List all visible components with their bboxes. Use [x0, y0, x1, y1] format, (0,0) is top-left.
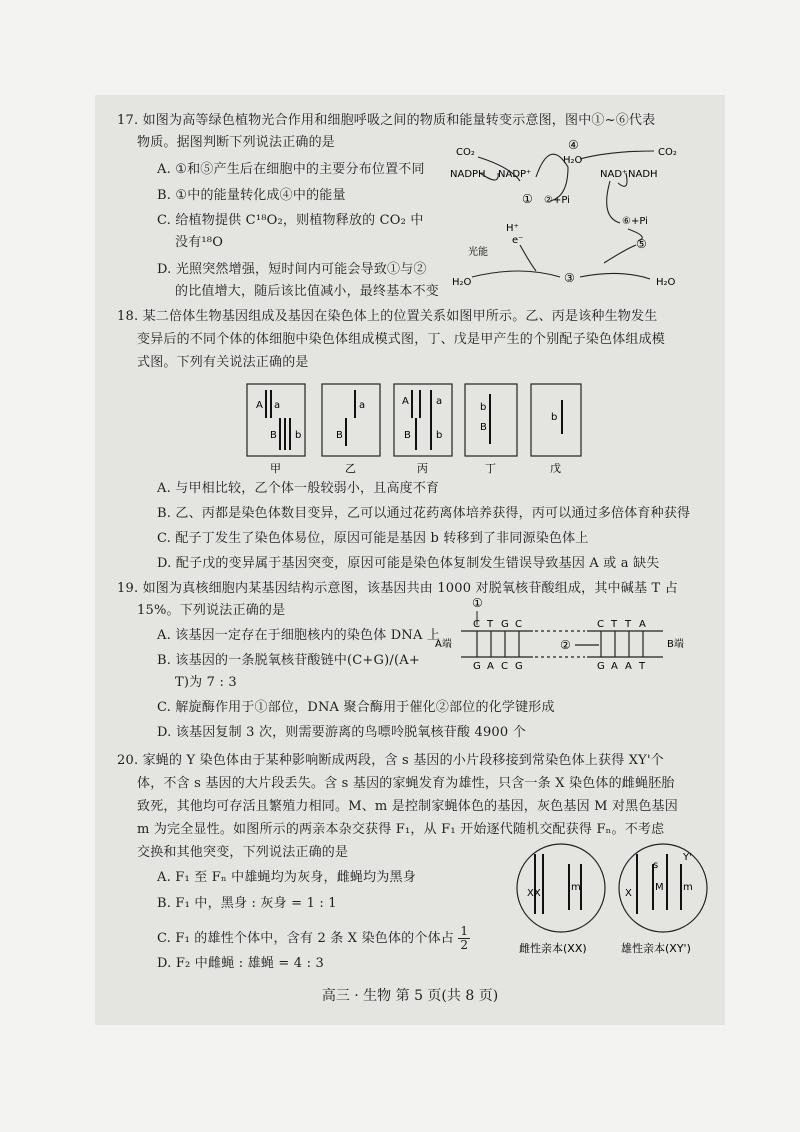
q19-stem-line2: 15%。下列说法正确的是 — [137, 603, 286, 618]
fig20-male-x: X — [625, 888, 632, 899]
exam-page — [95, 95, 725, 1025]
fig20-male-s: s — [653, 860, 659, 871]
q18-stem-line1: 18. 某二倍体生物基因组成及基因在染色体上的位置关系如图甲所示。乙、丙是该种生物发生 — [117, 309, 658, 324]
fig18-gene-b: b — [295, 430, 302, 441]
fig17-nad: NAD⁺ — [600, 169, 628, 180]
fig20-cells — [517, 844, 707, 932]
fig19-base: C — [473, 619, 480, 630]
q20-stem-line3: 致死，其他均可存活且繁殖力相同。M、m 是控制家蝇体色的基因，灰色基因 M 对黑色基因 — [137, 799, 678, 814]
q18-option-d: D. 配子戊的变异属于基因突变，原因可能是染色体复制发生错误导致基因 A 或 a 缺失 — [157, 556, 660, 571]
fig17-co2-right: CO₂ — [658, 147, 677, 158]
fig19-base: C — [501, 661, 508, 672]
fig20-male-M: M — [655, 882, 664, 893]
fig19-base: C — [597, 619, 604, 630]
fig17-co2-left: CO₂ — [456, 147, 475, 158]
fig18-bing-gene-A: A — [402, 396, 409, 407]
fig19-base: A — [625, 661, 632, 672]
fig18-label-ding: 丁 — [485, 462, 496, 475]
fig19-base: T — [639, 661, 646, 672]
fig19-base: T — [625, 619, 632, 630]
fig18-bing-gene-b: b — [436, 430, 443, 441]
q19-option-b1: B. 该基因的一条脱氧核苷酸链中(C+G)/(A+ — [157, 653, 420, 668]
fig17-five: ⑤ — [636, 237, 647, 251]
q20-option-c-text: C. F₁ 的雄性个体中，含有 2 条 X 染色体的个体占 — [157, 931, 454, 946]
fig18-label-wu: 戊 — [550, 462, 561, 475]
fig17-light: 光能 — [468, 247, 488, 258]
q17-option-a: A. ①和⑤产生后在细胞中的主要分布位置不同 — [157, 162, 425, 177]
fig18-gene-B: B — [270, 430, 277, 441]
fig17-h2o-right: H₂O — [656, 277, 676, 288]
fig18-yi-gene-a: a — [359, 400, 366, 411]
fig18-label-yi: 乙 — [345, 462, 356, 475]
fig18-gene-A: A — [256, 400, 263, 411]
fig18-bing-gene-a: a — [436, 396, 443, 407]
fig18-label-bing: 丙 — [417, 462, 428, 475]
q20-option-b: B. F₁ 中，黑身 : 灰身 = 1 : 1 — [157, 896, 337, 911]
q20-stem-line5: 交换和其他突变，下列说法正确的是 — [137, 845, 349, 860]
fig19-base: A — [639, 619, 646, 630]
q20-stem-line4: m 为完全显性。如图所示的两亲本杂交获得 F₁，从 F₁ 开始逐代随机交配获得 Fₙ。不考虑 — [137, 822, 665, 837]
fig20-male-m: m — [683, 882, 693, 893]
fig19-base: A — [611, 661, 618, 672]
fig18-panel-labels — [270, 461, 561, 475]
q19-option-b2: T)为 7 : 3 — [175, 675, 237, 690]
fig19-label-one: ① — [472, 596, 483, 610]
fig17-three: ③ — [564, 271, 575, 285]
fig19-base: A — [487, 661, 494, 672]
fig18-label-jia: 甲 — [270, 462, 281, 475]
fig20-y-prime: Y' — [683, 852, 692, 863]
q20-option-a: A. F₁ 至 Fₙ 中雄蝇均为灰身，雌蝇均为黑身 — [157, 870, 416, 885]
q19-dna-diagram — [435, 595, 690, 685]
q17-option-c1: C. 给植物提供 C¹⁸O₂，则植物释放的 CO₂ 中 — [157, 213, 424, 228]
fig19-base: G — [501, 619, 509, 630]
fig19-label-two: ② — [560, 638, 571, 652]
fig19-base: G — [515, 661, 523, 672]
fig18-wu-gene-b: b — [551, 412, 558, 423]
fig17-nadph: NADPH — [450, 169, 486, 180]
q17-option-c2: 没有¹⁸O — [175, 235, 224, 250]
fig17-hplus: H⁺ — [506, 223, 519, 234]
fig18-bing-gene-B: B — [404, 430, 411, 441]
q18-option-a: A. 与甲相比较，乙个体一般较弱小，且高度不育 — [157, 481, 440, 496]
q20-stem-line1: 20. 家蝇的 Y 染色体由于某种影响断成两段，含 s 基因的小片段移接到常染色体上获得 XY'个 — [117, 753, 664, 768]
fig19-base: T — [611, 619, 618, 630]
fig20-female-label: 雌性亲本(XX) — [519, 942, 587, 955]
fig17-eminus: e⁻ — [512, 235, 524, 246]
fig19-a-end: A端 — [435, 639, 452, 650]
fig20-female-m: m — [571, 882, 581, 893]
q17-option-d1: D. 光照突然增强，短时间内可能会导致①与② — [157, 262, 427, 277]
q18-stem-line2: 变异后的不同个体的体细胞中染色体组成模式图，丁、戊是甲产生的个别配子染色体组成模 — [137, 332, 666, 347]
q19-option-d: D. 该基因复制 3 次，则需要游离的鸟嘌呤脱氧核苷酸 4900 个 — [157, 725, 526, 740]
q18-option-b: B. 乙、丙都是染色体数目变异，乙可以通过花药离体培养获得，丙可以通过多倍体育种获得 — [157, 506, 691, 521]
fig17-h2o-top: H₂O — [563, 155, 583, 166]
fig20-male-label: 雄性亲本(XY') — [621, 942, 691, 955]
q20-option-d: D. F₂ 中雌蝇 : 雄蝇 = 4 : 3 — [157, 956, 324, 971]
fig18-yi-gene-B: B — [336, 430, 343, 441]
fig18-gene-a: a — [274, 400, 281, 411]
fig19-b-end: B端 — [667, 639, 684, 650]
fig17-h2o-left: H₂O — [452, 277, 472, 288]
fig17-nadh: NADH — [628, 169, 658, 180]
q17-stem-line1: 17. 如图为高等绿色植物光合作用和细胞呼吸之间的物质和能量转变示意图，图中①~⑥代表 — [117, 113, 656, 128]
q17-option-b: B. ①中的能量转化成④中的能量 — [157, 188, 346, 203]
q20-stem-line2: 体，不含 s 基因的大片段丢失。含 s 基因的家蝇发育为雄性，只含一条 X 染色体的雌蝇胚胎 — [137, 776, 675, 791]
q18-option-c: C. 配子丁发生了染色体易位，原因可能是基因 b 转移到了非同源染色体上 — [157, 531, 589, 546]
q20-option-c — [157, 925, 470, 952]
fig19-base: G — [597, 661, 605, 672]
fig17-two-pi: ②+Pi — [544, 195, 570, 206]
fig19-base: T — [487, 619, 494, 630]
fig18-ding-gene-B: B — [480, 422, 487, 433]
fig19-base: C — [515, 619, 522, 630]
q20-option-c-fraction — [458, 925, 470, 952]
q20-fraction-denominator: 2 — [460, 938, 469, 952]
q19-stem-line1: 19. 如图为真核细胞内某基因结构示意图，该基因共由 1000 对脱氧核苷酸组成，其中碱基 T 占 — [117, 581, 678, 596]
fig17-nadp: NADP⁺ — [498, 169, 532, 180]
fig17-one: ① — [522, 192, 533, 206]
fig18-panel-frames — [247, 384, 581, 456]
q20-parent-chromosomes — [513, 830, 721, 958]
q17-metabolism-diagram — [450, 137, 710, 295]
fig17-four: ④ — [568, 138, 579, 152]
q17-stem-line2: 物质。据图判断下列说法正确的是 — [137, 135, 336, 150]
q18-chromosome-figures — [240, 380, 585, 478]
fig17-six-pi: ⑥+Pi — [622, 216, 648, 227]
q20-fraction-numerator: 1 — [460, 924, 469, 938]
fig18-ding-gene-b1: b — [480, 402, 487, 413]
q18-stem-line3: 式图。下列有关说法正确的是 — [137, 355, 309, 370]
q17-option-d2: 的比值增大，随后该比值减小，最终基本不变 — [175, 284, 440, 299]
fig19-base: G — [473, 661, 481, 672]
q19-option-c: C. 解旋酶作用于①部位，DNA 聚合酶用于催化②部位的化学键形成 — [157, 700, 555, 715]
fig18-gene-labels — [256, 396, 557, 441]
fig20-xx: XX — [527, 888, 541, 899]
q19-option-a: A. 该基因一定存在于细胞核内的染色体 DNA 上 — [157, 628, 441, 643]
page-footer: 高三 · 生物 第 5 页(共 8 页) — [321, 988, 499, 1004]
